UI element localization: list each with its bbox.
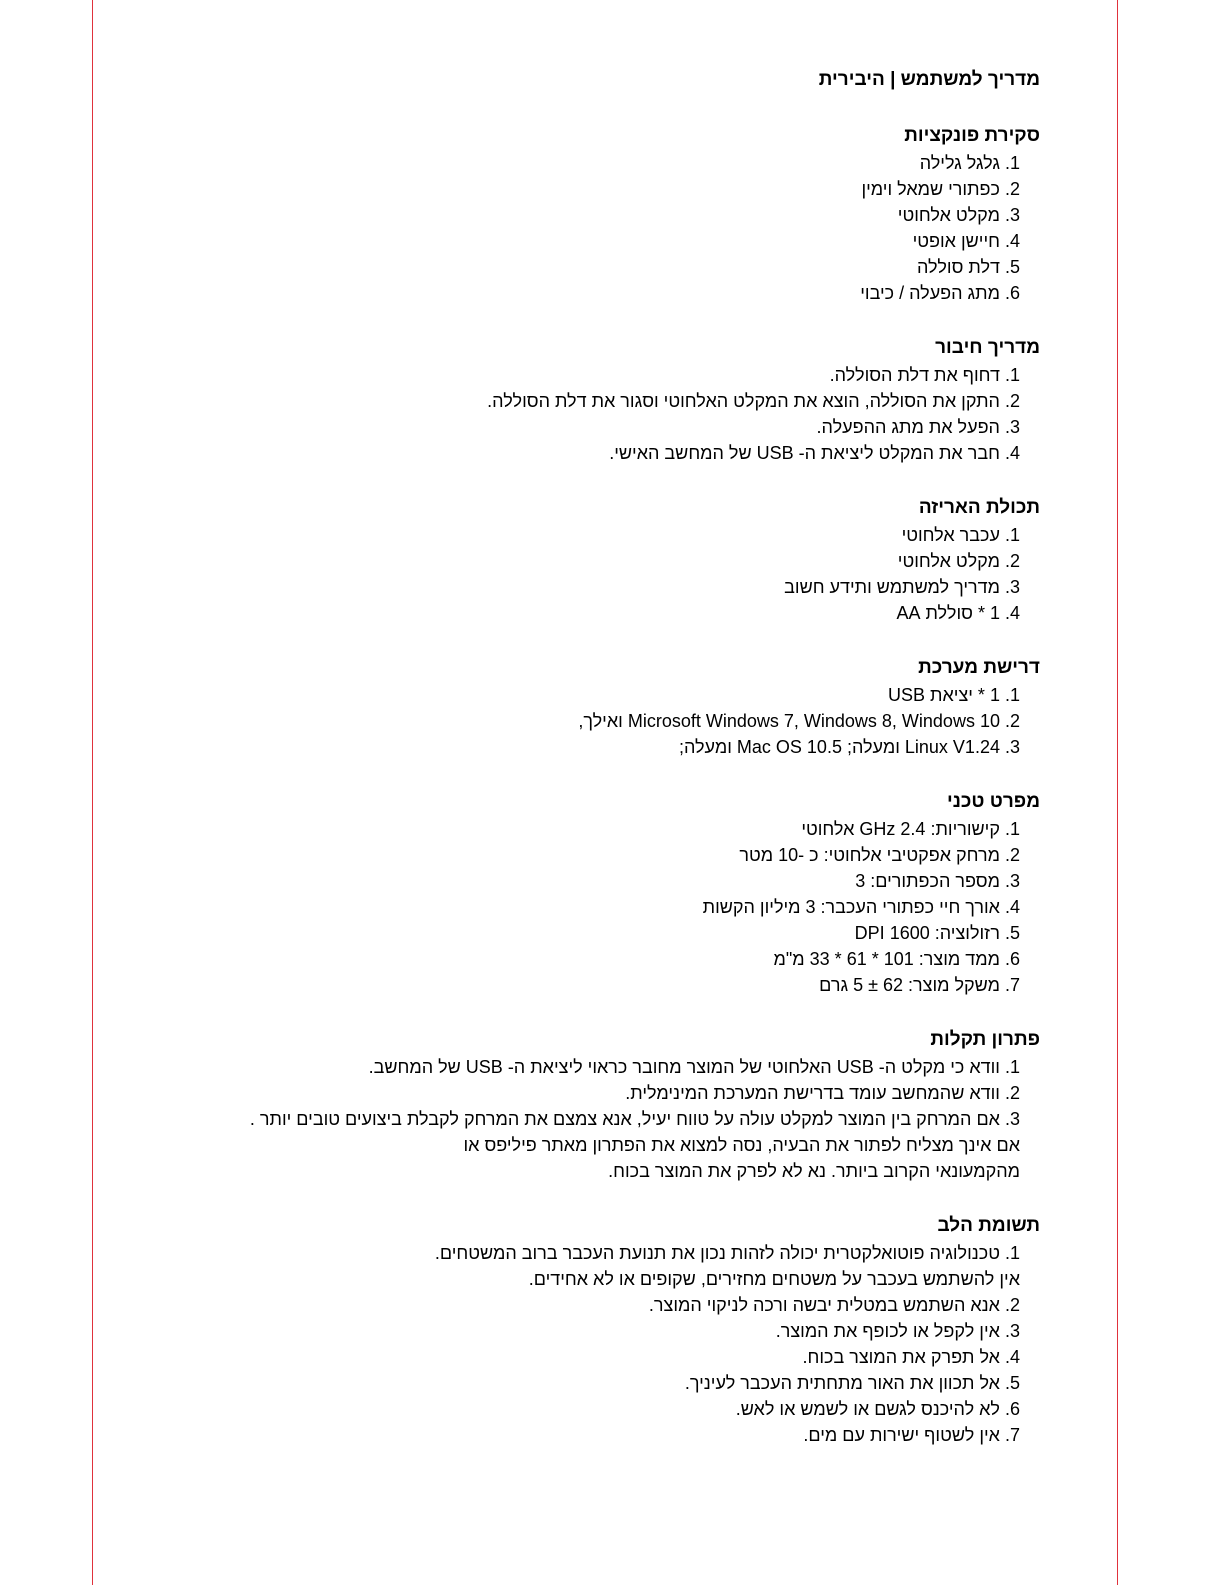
list-item [190, 254, 1020, 280]
list-item-text: משקל מוצר: 62 ± 5 גרם [819, 975, 1000, 995]
list-item-number: 2. [999, 711, 1020, 731]
list-item-text: 1 * סוללת AA [896, 603, 1000, 623]
list-item-line [190, 254, 1020, 280]
list-item-line [190, 280, 1020, 306]
section [190, 1028, 1040, 1184]
list-item-line [190, 522, 1020, 548]
list-item-text: אין לשטוף ישירות עם מים. [803, 1425, 1000, 1445]
list-item-number: 2. [999, 551, 1020, 571]
section-title: תשומת הלב [937, 1215, 1040, 1236]
list-item-number: 4. [999, 231, 1020, 251]
section-title: פתרון תקלות [930, 1029, 1040, 1050]
section [190, 496, 1040, 626]
list-item-number: 2. [999, 845, 1020, 865]
list-item-text: טכנולוגיה פוטואלקטרית יכולה לזהות נכון את תנועת העכבר ברוב המשטחים. [434, 1243, 1000, 1263]
list-item-text: מדריך למשתמש ותידע חשוב [784, 577, 1000, 597]
list-item-number: 1. [999, 685, 1020, 705]
list-item-number: 2. [999, 391, 1020, 411]
list-item-text: דלת סוללה [916, 257, 1000, 277]
list-item-text: אל תפרק את המוצר בכוח. [802, 1347, 1000, 1367]
list-item-number: 1. [999, 525, 1020, 545]
list-item-number: 1. [999, 1057, 1020, 1077]
list-item-number: 3. [999, 871, 1020, 891]
list-item-line [190, 1158, 1020, 1184]
list-item-line [190, 868, 1020, 894]
page-margin-left [92, 0, 93, 1585]
list-item-text: אורך חיי כפתורי העכבר: 3 מיליון הקשות [702, 897, 1000, 917]
list-item-text: וודא כי מקלט ה- USB האלחוטי של המוצר מחובר כראוי ליציאת ה- USB של המחשב. [368, 1057, 1000, 1077]
list-item [190, 1422, 1020, 1448]
list-item [190, 388, 1020, 414]
list-item [190, 574, 1020, 600]
list-item-line [190, 734, 1020, 760]
section [190, 336, 1040, 466]
manual-sections [190, 124, 1040, 1448]
section-list [190, 1054, 1020, 1184]
list-item-line [190, 946, 1020, 972]
list-item [190, 440, 1020, 466]
list-item-line [190, 1266, 1020, 1292]
list-item-number: 1. [999, 365, 1020, 385]
list-item-number: 2. [999, 1295, 1020, 1315]
section-list [190, 522, 1020, 626]
list-item-line [190, 388, 1020, 414]
list-item-line [190, 600, 1020, 626]
list-item [190, 362, 1020, 388]
list-item [190, 1292, 1020, 1318]
list-item [190, 548, 1020, 574]
list-item [190, 1370, 1020, 1396]
list-item [190, 228, 1020, 254]
section-list [190, 1240, 1020, 1448]
section-list [190, 682, 1020, 760]
list-item-text: גלגל גלילה [919, 153, 1000, 173]
list-item-text: עכבר אלחוטי [901, 525, 1000, 545]
list-item-number: 3. [999, 417, 1020, 437]
list-item-number: 7. [999, 1425, 1020, 1445]
list-item-text: ממד מוצר: 101 * 61 * 33 מ"מ [773, 949, 1000, 969]
list-item-text: מהקמעונאי הקרוב ביותר. נא לא לפרק את המוצר בכוח. [608, 1161, 1020, 1181]
list-item-text: לא להיכנס לגשם או לשמש או לאש. [735, 1399, 1000, 1419]
list-item-text: רזולוציה: 1600 DPI [854, 923, 1000, 943]
list-item-text: Linux V1.24 ומעלה; Mac OS 10.5 ומעלה; [678, 737, 1000, 757]
list-item-text: 1 * יציאת USB [888, 685, 1000, 705]
list-item [190, 842, 1020, 868]
list-item-text: מתג הפעלה / כיבוי [860, 283, 1000, 303]
section-list [190, 816, 1020, 998]
list-item-number: 6. [999, 949, 1020, 969]
list-item-line [190, 362, 1020, 388]
section [190, 790, 1040, 998]
list-item-number: 3. [999, 1109, 1020, 1129]
section-list [190, 362, 1020, 466]
list-item-text: מקלט אלחוטי [897, 551, 1000, 571]
list-item-line [190, 228, 1020, 254]
list-item-line [190, 894, 1020, 920]
section [190, 1214, 1040, 1448]
list-item-line [190, 1080, 1020, 1106]
list-item [190, 734, 1020, 760]
list-item [190, 600, 1020, 626]
list-item-number: 2. [999, 1083, 1020, 1103]
list-item [190, 894, 1020, 920]
list-item [190, 1396, 1020, 1422]
list-item-line [190, 920, 1020, 946]
list-item [190, 682, 1020, 708]
list-item-number: 3. [999, 205, 1020, 225]
list-item [190, 1080, 1020, 1106]
list-item-number: 4. [999, 443, 1020, 463]
list-item-number: 5. [999, 923, 1020, 943]
list-item-text: Microsoft Windows 7, Windows 8, Windows 10 ואילך, [578, 711, 1000, 731]
section [190, 656, 1040, 760]
section-title: דרישת מערכת [918, 657, 1040, 678]
list-item-line [190, 1318, 1020, 1344]
list-item-line [190, 574, 1020, 600]
list-item-number: 3. [999, 577, 1020, 597]
list-item-line [190, 972, 1020, 998]
section-title: מפרט טכני [947, 791, 1040, 812]
list-item-line [190, 682, 1020, 708]
list-item-line [190, 1132, 1020, 1158]
list-item-number: 4. [999, 603, 1020, 623]
list-item-text: מקלט אלחוטי [897, 205, 1000, 225]
list-item-text: מרחק אפקטיבי אלחוטי: כ -10 מטר [739, 845, 1000, 865]
list-item [190, 708, 1020, 734]
list-item [190, 920, 1020, 946]
list-item-number: 5. [999, 1373, 1020, 1393]
section-title: תכולת האריזה [918, 497, 1040, 518]
list-item-text: אין להשתמש בעכבר על משטחים מחזירים, שקופים או לא אחידים. [528, 1269, 1020, 1289]
list-item-number: 1. [999, 153, 1020, 173]
list-item-line [190, 1370, 1020, 1396]
list-item [190, 202, 1020, 228]
list-item [190, 414, 1020, 440]
list-item [190, 1344, 1020, 1370]
list-item-text: חיישן אופטי [912, 231, 1000, 251]
section-title: סקירת פונקציות [904, 125, 1040, 146]
list-item [190, 280, 1020, 306]
list-item-number: 4. [999, 897, 1020, 917]
list-item-line [190, 414, 1020, 440]
list-item-line [190, 150, 1020, 176]
list-item [190, 868, 1020, 894]
list-item [190, 1240, 1020, 1292]
list-item-number: 3. [999, 737, 1020, 757]
list-item-line [190, 202, 1020, 228]
list-item-text: אם המרחק בין המוצר למקלט עולה על טווח יעיל, אנא צמצם את המרחק לקבלת ביצועים טובים יותר . [249, 1109, 1000, 1129]
list-item-text: אל תכוון את האור מתחתית העכבר לעיניך. [684, 1373, 1000, 1393]
page-margin-right [1117, 0, 1118, 1585]
list-item-line [190, 708, 1020, 734]
list-item-number: 6. [999, 283, 1020, 303]
list-item-line [190, 1240, 1020, 1266]
list-item-number: 4. [999, 1347, 1020, 1367]
list-item-line [190, 1292, 1020, 1318]
list-item-line [190, 176, 1020, 202]
list-item-line [190, 1344, 1020, 1370]
list-item [190, 1106, 1020, 1184]
list-item-text: התקן את הסוללה, הוצא את המקלט האלחוטי וסגור את דלת הסוללה. [487, 391, 1000, 411]
list-item-number: 6. [999, 1399, 1020, 1419]
list-item-line [190, 1396, 1020, 1422]
list-item-text: אם אינך מצליח לפתור את הבעיה, נסה למצוא את הפתרון מאתר פיליפס או [463, 1135, 1020, 1155]
list-item [190, 1054, 1020, 1080]
list-item-number: 1. [999, 1243, 1020, 1263]
section [190, 124, 1040, 306]
manual-page [190, 68, 1040, 1478]
list-item [190, 816, 1020, 842]
list-item-number: 5. [999, 257, 1020, 277]
list-item-line [190, 548, 1020, 574]
list-item [190, 946, 1020, 972]
list-item [190, 522, 1020, 548]
list-item-line [190, 1106, 1020, 1132]
section-list [190, 150, 1020, 306]
list-item-text: מספר הכפתורים: 3 [855, 871, 1000, 891]
list-item-line [190, 842, 1020, 868]
list-item-text: כפתורי שמאל וימין [861, 179, 1000, 199]
list-item-number: 1. [999, 819, 1020, 839]
list-item [190, 150, 1020, 176]
list-item [190, 972, 1020, 998]
list-item-text: אין לקפל או לכופף את המוצר. [775, 1321, 1000, 1341]
list-item-text: אנא השתמש במטלית יבשה ורכה לניקוי המוצר. [648, 1295, 1000, 1315]
list-item-number: 2. [999, 179, 1020, 199]
list-item-line [190, 440, 1020, 466]
section-title: מדריך חיבור [935, 337, 1040, 358]
list-item-number: 7. [999, 975, 1020, 995]
list-item-line [190, 816, 1020, 842]
list-item-text: דחוף את דלת הסוללה. [829, 365, 1000, 385]
list-item-text: חבר את המקלט ליציאת ה- USB של המחשב האישי. [609, 443, 1000, 463]
list-item-number: 3. [999, 1321, 1020, 1341]
list-item-text: הפעל את מתג ההפעלה. [816, 417, 1000, 437]
document-title: מדריך למשתמש | היבירית [818, 69, 1040, 90]
list-item [190, 1318, 1020, 1344]
list-item-line [190, 1054, 1020, 1080]
list-item [190, 176, 1020, 202]
list-item-text: קישוריות: 2.4 GHz אלחוטי [801, 819, 1000, 839]
list-item-line [190, 1422, 1020, 1448]
list-item-text: וודא שהמחשב עומד בדרישת המערכת המינימלית. [625, 1083, 1000, 1103]
